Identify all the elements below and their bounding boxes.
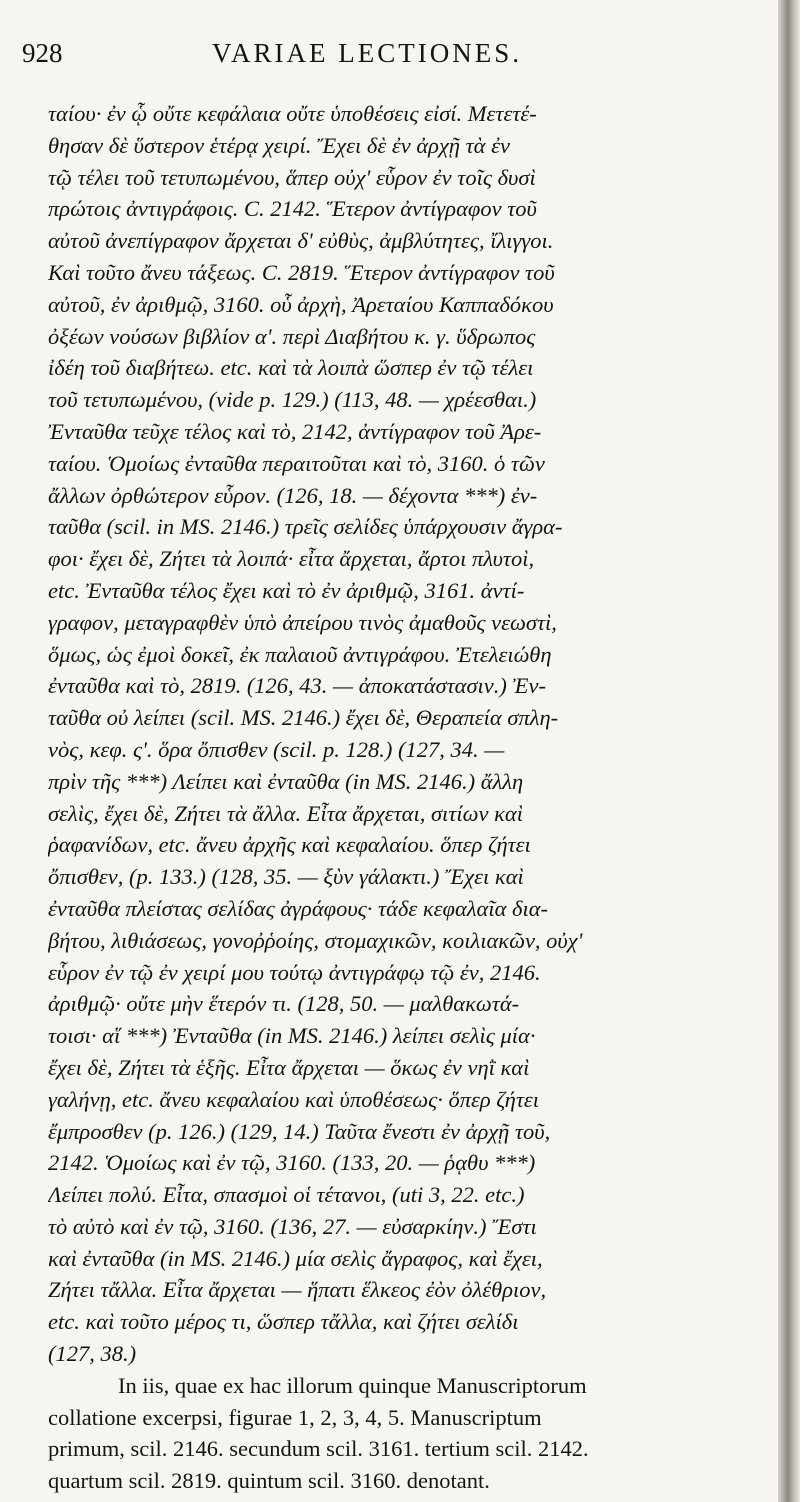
text-line: etc. καὶ τοῦτο μέρος τι, ὥσπερ τἄλλα, καὶ ζήτει σελίδι: [48, 1309, 519, 1335]
text-line: πρώτοις ἀντιγράφοις. C. 2142. Ἕτερον ἀντίγραφον τοῦ: [48, 196, 537, 222]
page-edge: [778, 0, 800, 1502]
running-title: VARIAE LECTIONES.: [212, 38, 522, 68]
text-line: ἐνταῦθα καὶ τὸ, 2819. (126, 43. — ἀποκατάστασιν.) Ἐν-: [48, 673, 546, 699]
text-line: πρὶν τῆς ***) Λείπει καὶ ἐνταῦθα (in MS. 2146.) ἄλλη: [48, 768, 524, 794]
text-line: γαλήνῃ, etc. ἄνευ κεφαλαίου καὶ ὑποθέσεως· ὅπερ ζήτει: [48, 1086, 540, 1112]
text-line: σελὶς, ἔχει δὲ, Ζήτει τὰ ἄλλα. Εἶτα ἄρχεται, σιτίων καὶ: [48, 800, 523, 826]
latin-line: In iis, quae ex hac illorum quinque Manuscriptorum: [118, 1372, 587, 1398]
text-line: τοισι· αἵ ***) Ἐνταῦθα (in MS. 2146.) λείπει σελὶς μία·: [48, 1023, 536, 1049]
text-line: εὗρον ἐν τῷ ἐν χειρί μου τούτῳ ἀντιγράφῳ τῷ ἐν, 2146.: [48, 959, 541, 985]
text-line: αὐτοῦ ἀνεπίγραφον ἄρχεται δ' εὐθὺς, ἀμβλύτητες, ἴλιγγοι.: [48, 228, 554, 254]
text-line: ταίου. Ὁμοίως ἐνταῦθα περαιτοῦται καὶ τὸ, 3160. ὁ τῶν: [48, 450, 545, 476]
text-line: (127, 38.): [48, 1341, 137, 1367]
latin-line: primum, scil. 2146. secundum scil. 3161. tertium scil. 2142.: [48, 1436, 589, 1462]
text-line: Ἐνταῦθα τεῦχε τέλος καὶ τὸ, 2142, ἀντίγραφον τοῦ Ἀρε-: [48, 418, 542, 444]
latin-line: quartum scil. 2819. quintum scil. 3160. denotant.: [48, 1468, 490, 1494]
text-line: νὸς, κεφ. ς'. ὅρα ὄπισθεν (scil. p. 128.) (127, 34. —: [48, 736, 505, 762]
page-header: [22, 38, 762, 78]
text-line: τοῦ τετυπωμένου, (vide p. 129.) (113, 48. — χρέεσθαι.): [48, 387, 537, 413]
text-line: αὐτοῦ, ἐν ἀριθμῷ, 3160. οὗ ἀρχὴ, Ἀρεταίου Καππαδόκου: [48, 291, 554, 317]
text-line: τῷ τέλει τοῦ τετυπωμένου, ἅπερ οὐχ' εὗρον ἐν τοῖς δυσὶ: [48, 164, 536, 190]
text-line: ἄλλων ὀρθώτερον εὗρον. (126, 18. — δέχοντα ***) ἐν-: [48, 482, 538, 508]
text-line: Λείπει πολύ. Εἶτα, σπασμοὶ οἱ τέτανοι, (uti 3, 22. etc.): [48, 1182, 525, 1208]
text-line: ἔχει δὲ, Ζήτει τὰ ἑξῆς. Εἶτα ἄρχεται — ὅκως ἐν νηῒ καὶ: [48, 1054, 530, 1080]
text-line: βήτου, λιθιάσεως, γονοῤῥοίης, στομαχικῶν, κοιλιακῶν, οὐχ': [48, 927, 583, 953]
text-line: ταίου· ἐν ᾧ οὔτε κεφάλαια οὔτε ὑποθέσεις εἰσί. Μετετέ-: [48, 101, 537, 126]
text-line: ἀριθμῷ· οὔτε μὴν ἕτερόν τι. (128, 50. — μαλθακωτά-: [48, 991, 520, 1017]
page-number: 928: [22, 38, 63, 68]
text-line: φοι· ἔχει δὲ, Ζήτει τὰ λοιπά· εἶτα ἄρχεται, ἄρτοι πλυτοὶ,: [48, 546, 535, 572]
text-line: ἰδέη τοῦ διαβήτεω. etc. καὶ τὰ λοιπὰ ὥσπερ ἐν τῷ τέλει: [48, 355, 534, 381]
text-line: ἐνταῦθα πλείστας σελίδας ἀγράφους· τάδε κεφαλαῖα δια-: [48, 895, 549, 921]
body-text: [48, 98, 766, 1497]
text-line: τὸ αὐτὸ καὶ ἐν τῷ, 3160. (136, 27. — εὐσαρκίην.) Ἔστι: [48, 1213, 537, 1239]
text-line: ὀξέων νούσων βιβλίον α'. περὶ Διαβήτου κ. γ. ὕδρωπος: [48, 323, 536, 349]
text-line: Ζήτει τἄλλα. Εἶτα ἄρχεται — ἥπατι ἕλκεος ἐὸν ὀλέθριον,: [48, 1277, 547, 1303]
text-line: Καὶ τοῦτο ἄνευ τάξεως. C. 2819. Ἕτερον ἀντίγραφον τοῦ: [48, 259, 555, 285]
text-line: ὄπισθεν, (p. 133.) (128, 35. — ξὺν γάλακτι.) Ἔχει καὶ: [48, 864, 524, 890]
text-line: καὶ ἐνταῦθα (in MS. 2146.) μία σελὶς ἄγραφος, καὶ ἔχει,: [48, 1245, 543, 1271]
text-line: 2142. Ὁμοίως καὶ ἐν τῷ, 3160. (133, 20. — ῥᾳθυ ***): [48, 1150, 536, 1176]
text-line: θησαν δὲ ὕστερον ἑτέρᾳ χειρί. Ἔχει δὲ ἐν ἀρχῇ τὰ ἐν: [48, 132, 510, 158]
text-line: ῥαφανίδων, etc. ἄνευ ἀρχῆς καὶ κεφαλαίου. ὅπερ ζήτει: [48, 832, 531, 858]
text-line: ὅμως, ὡς ἐμοὶ δοκεῖ, ἐκ παλαιοῦ ἀντιγράφου. Ἐτελειώθη: [48, 641, 552, 667]
text-line: γραφον, μεταγραφθὲν ὑπὸ ἀπείρου τινὸς ἀμαθοῦς νεωστὶ,: [48, 609, 557, 635]
text-line: ἔμπροσθεν (p. 126.) (129, 14.) Ταῦτα ἔνεστι ἐν ἀρχῇ τοῦ,: [48, 1118, 551, 1144]
text-line: ταῦθα (scil. in MS. 2146.) τρεῖς σελίδες ὑπάρχουσιν ἄγρα-: [48, 514, 563, 540]
text-line: etc. Ἐνταῦθα τέλος ἔχει καὶ τὸ ἐν ἀριθμῷ, 3161. ἀντί-: [48, 577, 525, 603]
text-line: ταῦθα οὐ λείπει (scil. MS. 2146.) ἔχει δὲ, Θεραπεία σπλη-: [48, 705, 559, 731]
latin-line: collatione excerpsi, figurae 1, 2, 3, 4, 5. Manuscriptum: [48, 1404, 542, 1430]
